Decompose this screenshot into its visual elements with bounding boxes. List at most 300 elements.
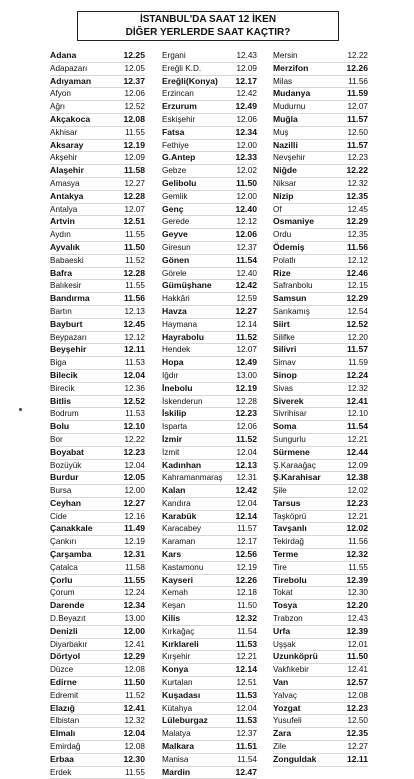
city-row <box>50 140 145 153</box>
city-row <box>162 306 257 319</box>
city-name: İnebolu <box>162 382 193 393</box>
city-row <box>162 754 257 767</box>
city-time: 12.43 <box>236 51 257 60</box>
city-name: D.Beyazıt <box>50 614 86 624</box>
city-row <box>273 152 368 165</box>
city-row <box>162 421 257 434</box>
city-time: 12.14 <box>235 664 257 675</box>
city-name: Ereğli(Konya) <box>162 75 218 86</box>
city-name: Ayvalık <box>50 241 80 252</box>
city-row <box>50 728 145 741</box>
city-time: 12.41 <box>123 702 145 713</box>
city-row <box>162 319 257 332</box>
city-name: Erdek <box>50 767 72 777</box>
city-row <box>273 101 368 114</box>
city-name: Akçakoca <box>50 113 91 124</box>
city-row <box>162 396 257 409</box>
city-name: Trabzon <box>273 614 303 624</box>
city-time: 12.23 <box>346 497 368 508</box>
city-row <box>162 639 257 652</box>
city-name: Beypazarı <box>50 332 87 342</box>
city-time: 12.05 <box>123 472 145 483</box>
city-time: 12.57 <box>346 677 368 688</box>
city-name: Ş.Karahisar <box>273 472 321 483</box>
city-time: 12.52 <box>346 318 368 329</box>
city-time: 12.07 <box>124 204 145 214</box>
city-row <box>273 536 368 549</box>
city-name: Keşan <box>162 601 186 611</box>
city-name: Kilis <box>162 613 181 624</box>
city-time: 11.53 <box>235 689 257 700</box>
city-name: Biga <box>50 358 67 368</box>
city-time: 12.39 <box>346 574 368 585</box>
city-time: 12.22 <box>346 165 368 176</box>
city-time: 12.17 <box>236 537 257 547</box>
city-time: 12.37 <box>236 242 257 252</box>
city-name: Hendek <box>162 345 191 355</box>
city-name: Sungurlu <box>273 434 306 444</box>
city-name: Gelibolu <box>162 177 197 188</box>
city-time: 11.56 <box>348 76 368 86</box>
city-time: 12.52 <box>124 102 145 112</box>
city-row <box>273 63 368 76</box>
city-row <box>50 613 145 626</box>
city-name: Antalya <box>50 204 78 214</box>
city-time: 12.28 <box>236 396 257 406</box>
city-time: 12.38 <box>346 472 368 483</box>
city-name: İskenderun <box>162 396 203 406</box>
city-row <box>50 319 145 332</box>
city-row <box>50 434 145 447</box>
city-time: 12.40 <box>236 268 257 278</box>
city-time: 11.52 <box>125 255 145 265</box>
city-name: Aydın <box>50 230 71 240</box>
city-row <box>273 511 368 524</box>
city-time: 12.02 <box>347 486 368 496</box>
city-row <box>273 575 368 588</box>
city-time: 12.31 <box>123 549 145 560</box>
city-name: Çorum <box>50 588 75 598</box>
city-row <box>273 447 368 460</box>
city-row <box>50 396 145 409</box>
city-name: İskilip <box>162 408 187 419</box>
city-name: Adıyaman <box>50 75 92 86</box>
city-row <box>273 639 368 652</box>
city-row <box>162 268 257 281</box>
city-row <box>273 421 368 434</box>
city-time: 12.27 <box>235 305 257 316</box>
city-name: Elmalı <box>50 728 76 739</box>
city-time: 12.37 <box>123 75 145 86</box>
city-time: 12.01 <box>347 639 368 649</box>
city-time: 12.20 <box>347 332 368 342</box>
city-row <box>162 191 257 204</box>
city-name: Elazığ <box>50 702 75 713</box>
city-name: Muş <box>273 127 289 137</box>
city-name: Sivas <box>273 383 294 393</box>
city-row <box>162 562 257 575</box>
city-time: 12.04 <box>236 498 257 508</box>
city-name: Sürmene <box>273 446 310 457</box>
city-name: Zara <box>273 728 292 739</box>
city-row <box>273 690 368 703</box>
city-row <box>273 319 368 332</box>
city-row <box>50 754 145 767</box>
city-row <box>273 472 368 485</box>
city-row <box>273 408 368 421</box>
city-time: 12.45 <box>347 204 368 214</box>
city-name: Düzce <box>50 665 74 675</box>
city-row <box>273 383 368 396</box>
city-name: Balıkesir <box>50 281 82 291</box>
city-time: 12.29 <box>346 293 368 304</box>
city-time: 12.08 <box>124 665 145 675</box>
city-name: Kadınhan <box>162 459 202 470</box>
city-time: 12.30 <box>347 588 368 598</box>
city-row <box>162 741 257 754</box>
city-row <box>50 460 145 473</box>
city-name: Tavşanlı <box>273 523 307 534</box>
city-row <box>50 152 145 165</box>
city-name: Görele <box>162 268 187 278</box>
city-row <box>273 664 368 677</box>
city-time: 12.26 <box>346 62 368 73</box>
city-time: 11.53 <box>235 638 257 649</box>
city-row <box>50 587 145 600</box>
city-name: Ordu <box>273 230 292 240</box>
city-time: 12.09 <box>347 460 368 470</box>
city-row <box>273 165 368 178</box>
city-time: 12.05 <box>124 63 145 73</box>
city-row <box>50 690 145 703</box>
city-name: Bayburt <box>50 318 83 329</box>
city-row <box>50 626 145 639</box>
city-time: 12.34 <box>123 600 145 611</box>
city-row <box>162 549 257 562</box>
city-name: Denizli <box>50 625 78 636</box>
city-name: Yozgat <box>273 702 301 713</box>
city-time: 12.47 <box>235 766 257 777</box>
city-row <box>50 127 145 140</box>
city-time: 11.57 <box>346 344 368 355</box>
city-time: 12.19 <box>235 382 257 393</box>
city-name: Kahramanmaraş <box>162 473 223 483</box>
city-name: Siirt <box>273 318 290 329</box>
city-row <box>273 549 368 562</box>
city-time: 12.12 <box>124 332 145 342</box>
city-time: 12.39 <box>346 625 368 636</box>
city-row <box>50 50 145 63</box>
city-name: Silivri <box>273 344 297 355</box>
city-time: 12.04 <box>236 447 257 457</box>
city-row <box>162 370 257 383</box>
city-row <box>273 357 368 370</box>
city-time: 12.19 <box>236 562 257 572</box>
city-row <box>273 280 368 293</box>
city-row <box>50 178 145 191</box>
city-name: Simav <box>273 358 296 368</box>
city-time: 12.00 <box>236 191 257 201</box>
city-row <box>162 140 257 153</box>
city-row <box>50 204 145 217</box>
city-name: Çatalca <box>50 562 78 572</box>
city-row <box>273 396 368 409</box>
city-time: 12.08 <box>123 113 145 124</box>
city-row <box>50 421 145 434</box>
city-name: Samsun <box>273 293 307 304</box>
city-time: 11.55 <box>125 230 145 240</box>
city-time: 12.37 <box>236 729 257 739</box>
city-time: 11.54 <box>346 421 368 432</box>
city-row <box>162 626 257 639</box>
city-time: 12.21 <box>347 511 368 521</box>
city-name: Tosya <box>273 600 298 611</box>
city-row <box>273 191 368 204</box>
city-time: 12.09 <box>124 153 145 163</box>
city-name: Fatsa <box>162 126 185 137</box>
city-name: Diyarbakır <box>50 639 88 649</box>
city-time: 12.21 <box>236 652 257 662</box>
city-time: 11.54 <box>237 626 257 636</box>
city-row <box>162 587 257 600</box>
city-row <box>273 613 368 626</box>
city-name: Elbistan <box>50 716 80 726</box>
city-time: 12.22 <box>347 51 368 60</box>
city-row <box>273 140 368 153</box>
city-row <box>273 498 368 511</box>
city-name: Of <box>273 204 282 214</box>
city-time: 12.28 <box>123 267 145 278</box>
city-time: 12.41 <box>347 665 368 675</box>
city-time: 12.26 <box>235 574 257 585</box>
city-time: 12.29 <box>123 651 145 662</box>
city-name: Kalan <box>162 485 186 496</box>
city-row <box>162 575 257 588</box>
city-row <box>273 370 368 383</box>
city-name: Mudanya <box>273 88 311 99</box>
city-time: 12.06 <box>124 89 145 99</box>
city-time: 12.36 <box>124 383 145 393</box>
city-name: Fethiye <box>162 140 189 150</box>
city-row <box>162 498 257 511</box>
city-row <box>273 114 368 127</box>
city-row <box>162 280 257 293</box>
city-time: 12.50 <box>347 716 368 726</box>
city-row <box>162 460 257 473</box>
city-row <box>273 728 368 741</box>
city-name: Nazilli <box>273 139 298 150</box>
city-time: 11.53 <box>235 715 257 726</box>
city-row <box>162 677 257 690</box>
city-row <box>162 447 257 460</box>
title-line-1: İSTANBUL'DA SAAT 12 İKEN <box>139 14 277 25</box>
city-name: Van <box>273 677 289 688</box>
city-name: Afyon <box>50 89 71 99</box>
city-time: 12.19 <box>124 537 145 547</box>
city-row <box>273 715 368 728</box>
city-time: 11.52 <box>125 690 145 700</box>
city-row <box>273 229 368 242</box>
city-time: 13.00 <box>124 614 145 624</box>
city-row <box>162 523 257 536</box>
city-row <box>273 703 368 716</box>
city-name: Zonguldak <box>273 753 317 764</box>
city-name: Ereğli K.D. <box>162 63 202 73</box>
city-row <box>162 600 257 613</box>
city-row <box>162 472 257 485</box>
city-row <box>162 127 257 140</box>
city-name: Gümüşhane <box>162 280 212 291</box>
city-name: Bodrum <box>50 409 79 419</box>
city-name: Birecik <box>50 383 75 393</box>
city-time: 12.28 <box>123 190 145 201</box>
city-name: Akşehir <box>50 153 78 163</box>
city-row <box>162 50 257 63</box>
city-time: 11.50 <box>235 177 257 188</box>
city-time: 12.23 <box>235 408 257 419</box>
city-time: 11.59 <box>348 358 368 368</box>
city-row <box>50 536 145 549</box>
city-time: 12.32 <box>235 613 257 624</box>
city-name: Ağrı <box>50 102 66 112</box>
city-row <box>162 114 257 127</box>
city-name: Sinop <box>273 369 297 380</box>
city-row <box>50 511 145 524</box>
city-name: Amasya <box>50 178 80 188</box>
city-name: Sarıkamış <box>273 306 310 316</box>
city-row <box>50 741 145 754</box>
city-row <box>273 216 368 229</box>
city-time: 11.55 <box>123 574 145 585</box>
city-time: 12.51 <box>123 216 145 227</box>
city-row <box>273 485 368 498</box>
city-name: Ödemiş <box>273 241 305 252</box>
city-name: Terme <box>273 549 299 560</box>
city-row <box>50 344 145 357</box>
city-name: Uzunköprü <box>273 651 318 662</box>
city-time: 11.50 <box>123 677 145 688</box>
city-row <box>50 549 145 562</box>
city-time: 12.52 <box>123 395 145 406</box>
city-name: Giresun <box>162 242 191 252</box>
city-time: 12.30 <box>123 753 145 764</box>
city-name: Kuşadası <box>162 689 201 700</box>
city-name: Aksaray <box>50 139 84 150</box>
city-time: 11.50 <box>237 601 257 611</box>
city-row <box>50 88 145 101</box>
city-name: Darende <box>50 600 85 611</box>
city-row <box>50 664 145 677</box>
city-name: Hopa <box>162 357 184 368</box>
city-row <box>50 114 145 127</box>
city-row <box>273 626 368 639</box>
city-name: Siverek <box>273 395 304 406</box>
city-time: 12.45 <box>123 318 145 329</box>
city-time: 12.49 <box>235 101 257 112</box>
city-name: Geyve <box>162 229 188 240</box>
city-row <box>50 639 145 652</box>
city-time: 12.04 <box>124 460 145 470</box>
city-time: 11.51 <box>235 741 257 752</box>
city-time: 12.42 <box>235 485 257 496</box>
city-name: Niğde <box>273 165 297 176</box>
city-row <box>50 383 145 396</box>
city-name: Akhisar <box>50 127 78 137</box>
city-name: Ergani <box>162 51 186 60</box>
city-name: Tekirdağ <box>273 537 304 547</box>
city-name: Bolu <box>50 421 70 432</box>
city-time: 12.07 <box>236 345 257 355</box>
city-row <box>273 677 368 690</box>
city-time: 12.44 <box>346 446 368 457</box>
city-time: 12.32 <box>347 178 368 188</box>
city-time: 12.32 <box>124 716 145 726</box>
city-row <box>273 332 368 345</box>
city-time: 12.19 <box>123 139 145 150</box>
city-time: 12.18 <box>236 588 257 598</box>
city-time: 12.02 <box>236 166 257 176</box>
city-time: 12.08 <box>347 690 368 700</box>
city-name: G.Antep <box>162 152 196 163</box>
city-time: 12.49 <box>235 357 257 368</box>
city-time: 12.14 <box>236 319 257 329</box>
city-time: 12.23 <box>346 702 368 713</box>
city-row <box>273 651 368 664</box>
city-name: Manisa <box>162 754 189 764</box>
city-row <box>273 306 368 319</box>
city-row <box>162 715 257 728</box>
city-time: 12.40 <box>235 203 257 214</box>
city-time: 12.34 <box>235 126 257 137</box>
city-name: Yalvaç <box>273 690 297 700</box>
city-row <box>50 498 145 511</box>
city-name: Isparta <box>162 422 188 432</box>
city-time: 12.54 <box>347 306 368 316</box>
city-row <box>50 191 145 204</box>
city-time: 12.41 <box>346 395 368 406</box>
city-time: 12.04 <box>123 728 145 739</box>
city-time: 11.50 <box>346 651 368 662</box>
city-row <box>50 767 145 779</box>
city-time: 12.35 <box>346 190 368 201</box>
city-row <box>50 255 145 268</box>
city-name: İzmir <box>162 433 183 444</box>
city-name: Erzincan <box>162 89 194 99</box>
city-name: Karabük <box>162 510 197 521</box>
city-row <box>162 613 257 626</box>
city-name: Zile <box>273 742 287 752</box>
city-time: 12.35 <box>346 728 368 739</box>
city-row <box>162 101 257 114</box>
city-time: 12.23 <box>347 153 368 163</box>
city-name: Uşşak <box>273 639 296 649</box>
city-time: 12.07 <box>347 102 368 112</box>
city-name: Tokat <box>273 588 293 598</box>
city-row <box>50 715 145 728</box>
city-time: 12.23 <box>123 446 145 457</box>
city-row <box>50 575 145 588</box>
city-name: Gönen <box>162 254 190 265</box>
city-name: Tarsus <box>273 497 301 508</box>
city-time: 12.50 <box>347 127 368 137</box>
city-name: Kurtalan <box>162 678 193 688</box>
city-row <box>50 651 145 664</box>
city-name: Taşköprü <box>273 511 307 521</box>
title-box <box>77 11 339 41</box>
city-row <box>273 242 368 255</box>
city-time: 12.24 <box>124 588 145 598</box>
city-row <box>162 344 257 357</box>
